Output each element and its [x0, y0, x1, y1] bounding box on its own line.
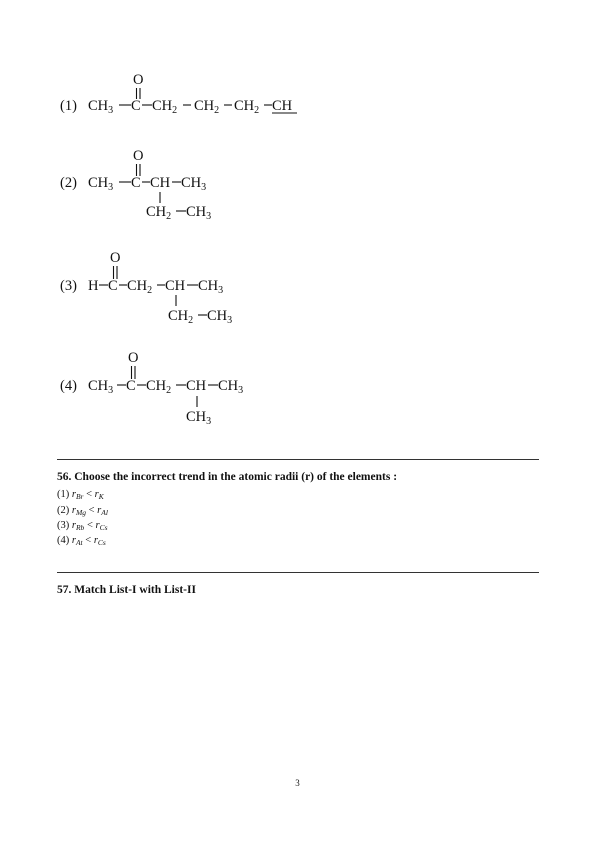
structure-1-label: (1): [60, 98, 77, 114]
structure-2-branch-1: $CH_2$: [146, 204, 172, 222]
structure-2-carbonyl-carbon: C: [131, 175, 141, 191]
structure-4-group-3: $CH_2$: [146, 378, 172, 396]
structure-1-group-4: $CH_2$: [194, 98, 220, 116]
q57-number: 57.: [57, 584, 72, 596]
option-right-subscript: Al: [101, 508, 108, 517]
page-number: 3: [295, 778, 300, 788]
option-right-subscript: Cs: [99, 523, 108, 532]
structure-3-group-5: $CH_3$: [198, 278, 224, 296]
option-left-subscript: Mg: [75, 508, 86, 517]
structure-4-label: (4): [60, 378, 77, 394]
option-left-subscript: Rb: [75, 523, 85, 532]
q56-option-4: (4) $r_{At} < r_{Cs}$: [57, 535, 106, 547]
structure-3-carbonyl-carbon: C: [108, 278, 118, 294]
option-operator: <: [86, 520, 93, 531]
structure-1-group-3: $CH_2$: [152, 98, 178, 116]
structure-3-group-1: H: [88, 278, 99, 294]
structure-4-carbonyl-carbon: C: [126, 378, 136, 394]
structure-1-carbonyl-carbon: C: [131, 98, 141, 114]
structure-4-group-4: CH: [186, 378, 207, 394]
structure-3-branch-1: $CH_2$: [168, 308, 194, 326]
q56-option-3: (3) $r_{Rb} < r_{Cs}$: [57, 520, 108, 532]
structure-4-group-5: $CH_3$: [218, 378, 244, 396]
structure-2-label: (2): [60, 175, 77, 191]
q56-option-1: (1) $r_{Br} < r_K$: [57, 489, 104, 501]
structure-4-oxygen: O: [128, 350, 139, 366]
structure-2-group-3: CH: [150, 175, 171, 191]
q56-title: [57, 471, 397, 483]
divider-q57: [57, 572, 539, 573]
structure-2-branch-2: $CH_3$: [186, 204, 212, 222]
structure-3-branch-2: $CH_3$: [207, 308, 233, 326]
structure-1-oxygen: O: [133, 72, 144, 88]
option-operator: <: [88, 505, 95, 516]
structure-1-group-5: $CH_2$: [234, 98, 260, 116]
option-label: (4): [57, 535, 70, 546]
q57-text: Match List-I with List-II: [74, 584, 196, 596]
structure-3-oxygen: O: [110, 250, 121, 266]
divider-q56: [57, 459, 539, 460]
structure-3-label: (3): [60, 278, 77, 294]
option-label: (3): [57, 520, 70, 531]
option-right-subscript: K: [98, 492, 104, 501]
structure-2-group-4: $CH_3$: [181, 175, 207, 193]
structure-3-group-3: $CH_2$: [127, 278, 153, 296]
structure-4-branch-1: $CH_3$: [186, 409, 212, 427]
option-label: (2): [57, 505, 70, 516]
structure-1-group-1: $CH_3$: [88, 98, 114, 116]
q56-number: 56.: [57, 471, 72, 483]
q57-title: [57, 584, 196, 596]
structure-3-group-4: CH: [165, 278, 186, 294]
option-left-subscript: At: [75, 538, 83, 547]
structure-2-oxygen: O: [133, 148, 144, 164]
option-right-subscript: Cs: [97, 538, 106, 547]
structure-2-group-1: $CH_3$: [88, 175, 114, 193]
q56-option-2: (2) $r_{Mg} < r_{Al}$: [57, 505, 108, 517]
option-label: (1): [57, 489, 70, 500]
structure-1-group-6: CH: [272, 98, 293, 114]
option-operator: <: [85, 535, 92, 546]
option-operator: <: [86, 489, 93, 500]
q56-text: Choose the incorrect trend in the atomic radii (r) of the elements :: [74, 471, 398, 483]
option-left-subscript: Br: [75, 492, 84, 501]
structure-4-group-1: $CH_3$: [88, 378, 114, 396]
